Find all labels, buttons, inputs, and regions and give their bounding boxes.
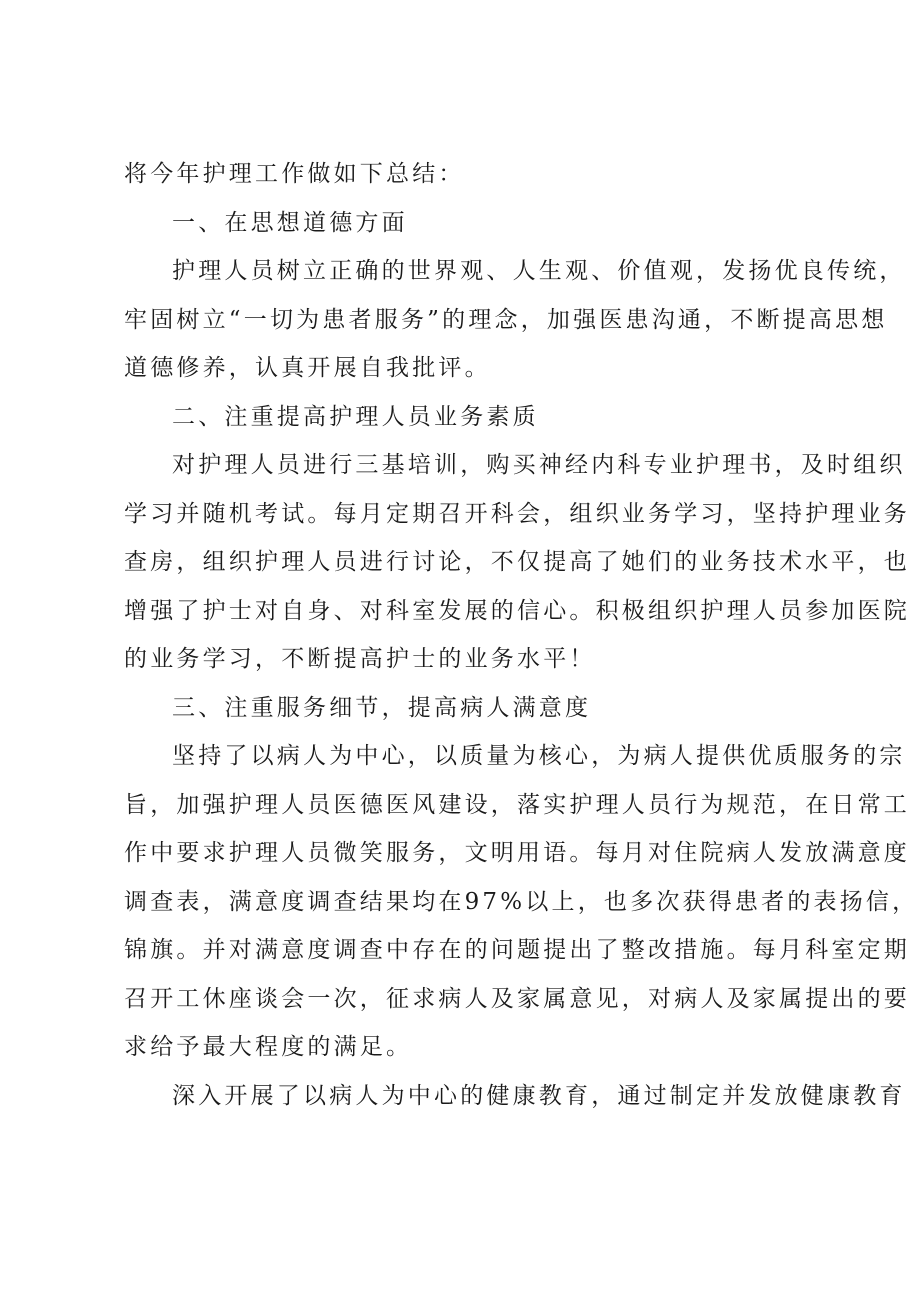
paragraph-line: 学习并随机考试。每月定期召开科会，组织业务学习，坚持护理业务 — [124, 500, 910, 527]
document-body — [124, 150, 919, 1120]
paragraph-line: 对护理人员进行三基培训，购买神经内科专业护理书，及时组织 — [172, 452, 906, 478]
paragraph-line: 作中要求护理人员微笑服务，文明用语。每月对住院病人发放满意度 — [124, 840, 910, 866]
section-heading-3: 三、注重服务细节，提高病人满意度 — [172, 694, 592, 721]
paragraph-line: 牢固树立“一切为患者服务”的理念，加强医患沟通，不断提高思想 — [124, 306, 888, 333]
paragraph-line: 查房，组织护理人员进行讨论，不仅提高了她们的业务技术水平，也 — [124, 549, 910, 575]
paragraph-line: 的业务学习，不断提高护士的业务水平！ — [124, 646, 596, 672]
paragraph-line: 求给予最大程度的满足。 — [124, 1034, 413, 1060]
paragraph-line: 锦旗。并对满意度调查中存在的问题提出了整改措施。每月科室定期 — [124, 937, 910, 963]
paragraph-line: 召开工休座谈会一次，征求病人及家属意见，对病人及家属提出的要 — [124, 985, 910, 1012]
paragraph-line: 护理人员树立正确的世界观、人生观、价值观，发扬优良传统， — [172, 258, 906, 284]
section-heading-2: 二、注重提高护理人员业务素质 — [172, 403, 539, 430]
paragraph-line: 深入开展了以病人为中心的健康教育，通过制定并发放健康教育 — [172, 1082, 906, 1109]
paragraph-line: 坚持了以病人为中心，以质量为核心，为病人提供优质服务的宗 — [172, 743, 906, 769]
paragraph-line: 旨，加强护理人员医德医风建设，落实护理人员行为规范，在日常工 — [124, 791, 910, 818]
paragraph-line: 调查表，满意度调查结果均在97%以上，也多次获得患者的表扬信， — [124, 888, 919, 915]
paragraph-line: 增强了护士对自身、对科室发展的信心。积极组织护理人员参加医院 — [124, 597, 910, 624]
paragraph-line: 道德修养，认真开展自我批评。 — [124, 355, 491, 381]
summary-intro-line: 将今年护理工作做如下总结： — [124, 161, 465, 187]
section-heading-1: 一、在思想道德方面 — [172, 209, 408, 236]
